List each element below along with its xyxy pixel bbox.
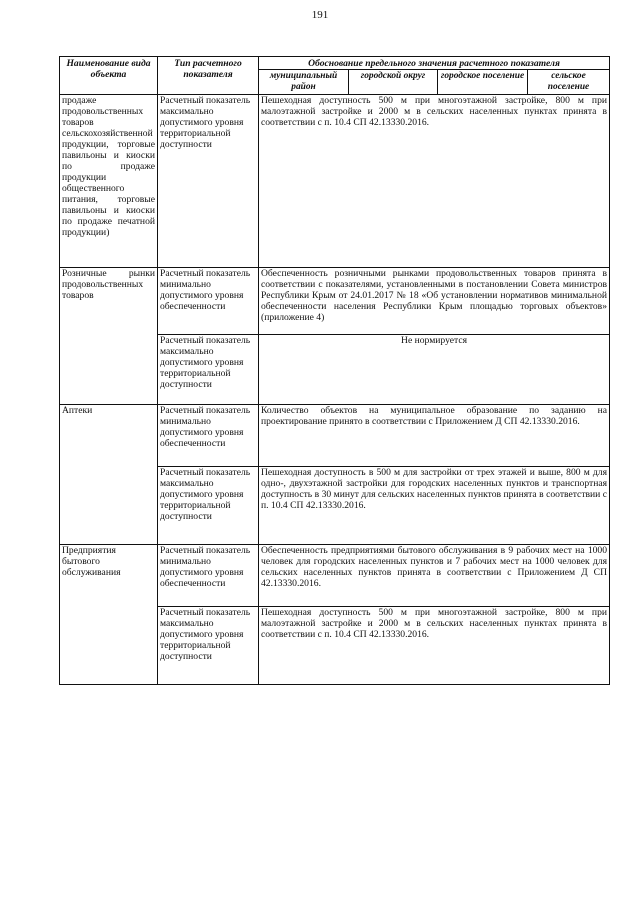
- indicator-type-cell: Расчетный показатель минимально допустимого уровня обеспеченности: [158, 405, 259, 467]
- indicator-type-cell: Расчетный показатель максимально допустимого уровня территориальной доступности: [158, 467, 259, 545]
- table-row: [60, 405, 610, 467]
- indicator-type-cell: Расчетный показатель максимально допустимого уровня территориальной доступности: [158, 335, 259, 405]
- basis-cell: Количество объектов на муниципальное образование по заданию на проектирование принято в соответствии с Приложением Д СП 42.13330.2016.: [259, 405, 610, 467]
- basis-cell: Обеспеченность розничными рынками продовольственных товаров принята в соответствии с показателями, установленными в постановлении Совета министров Республики Крым от 24.01.2017 № 18 «Об установлении нормативов минимальной обеспеченности населения Республики Крым площадью торговых объектов» (приложение 4): [259, 268, 610, 335]
- indicator-type-cell: Расчетный показатель максимально допустимого уровня территориальной доступности: [158, 607, 259, 685]
- header-municipal-district: муниципальный район: [259, 70, 349, 95]
- header-city-district: городской округ: [349, 70, 438, 95]
- indicator-type-cell: Расчетный показатель максимально допустимого уровня территориальной доступности: [158, 95, 259, 268]
- table-header-row: [60, 57, 610, 70]
- indicator-type-cell: Расчетный показатель минимально допустимого уровня обеспеченности: [158, 268, 259, 335]
- standards-table: [59, 56, 610, 685]
- page-number: 191: [311, 9, 329, 21]
- basis-cell: Пешеходная доступность в 500 м для застройки от трех этажей и выше, 800 м для одно-, двухэтажной застройки для городских населенных пунктов и транспортная доступность в 30 минут для сельских населенных пунктов принята в соответствии с п. 10.4 СП 42.13330.2016.: [259, 467, 610, 545]
- basis-cell: Обеспеченность предприятиями бытового обслуживания в 9 рабочих мест на 1000 человек для городских населенных пунктов и 7 рабочих мест на 1000 человек для сельских населенных пунктов принята в соответствии с Приложением Д СП 42.13330.2016.: [259, 545, 610, 607]
- header-indicator-type: Тип расчетного показателя: [158, 57, 259, 95]
- indicator-type-cell: Расчетный показатель минимально допустимого уровня обеспеченности: [158, 545, 259, 607]
- header-object-name: Наименование вида объекта: [60, 57, 158, 95]
- object-name-cell: Предприятия бытового обслуживания: [60, 545, 158, 685]
- header-urban-settlement: городское поселение: [438, 70, 528, 95]
- basis-cell: Пешеходная доступность 500 м при многоэтажной застройке, 800 м при малоэтажной застройке и 2000 м в сельских населенных пунктах принята в соответствии с п. 10.4 СП 42.13330.2016.: [259, 607, 610, 685]
- table-row: [60, 268, 610, 335]
- table-row: [60, 545, 610, 607]
- basis-cell: Пешеходная доступность 500 м при многоэтажной застройке, 800 м при малоэтажной застройке и 2000 м в сельских населенных пунктах принята в соответствии с п. 10.4 СП 42.13330.2016.: [259, 95, 610, 268]
- table-row: [60, 95, 610, 268]
- basis-cell: Не нормируется: [259, 335, 610, 405]
- object-name-cell: продаже продовольственных товаров сельскохозяйственной продукции, торговые павильоны и киоски по продаже продукции общественного питания, торговые павильоны и киоски по продаже печатной продукции): [60, 95, 158, 268]
- object-name-cell: Розничные рынки продовольственных товаров: [60, 268, 158, 405]
- header-basis: Обоснование предельного значения расчетного показателя: [259, 57, 610, 70]
- header-rural-settlement: сельское поселение: [528, 70, 610, 95]
- object-name-cell: Аптеки: [60, 405, 158, 545]
